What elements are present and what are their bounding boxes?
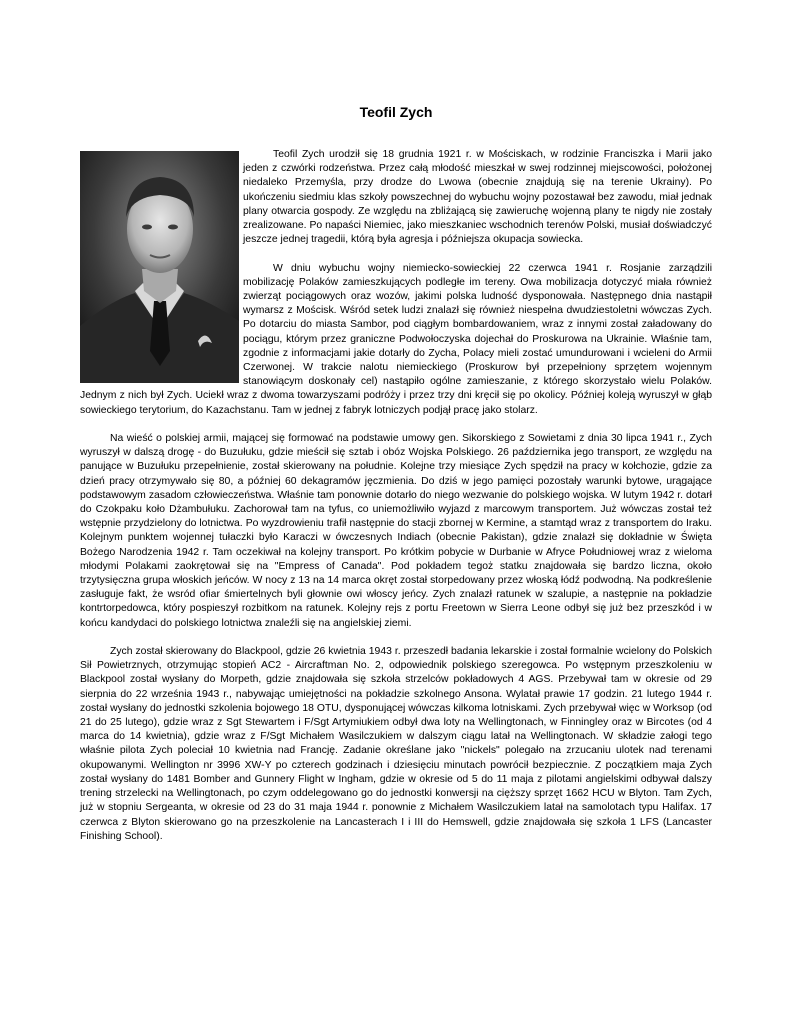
paragraph-1: Teofil Zych urodził się 18 grudnia 1921 r. w Mościskach, w rodzinie Franciszka i Marii jako jeden z czwórki rodzeństwa. Przez całą młodość mieszkał w swej rodzinnej miejscowości, położonej niedaleko Przemyśla, przy drodze do Lwowa (obecnie znajdują się na terenie Ukrainy). Po ukończeniu siedmiu klas szkoły powszechnej do wybuchu wojny pozostawał bez zawodu, miał jednak plany otwarcia gospody. Ze względu na zbliżającą się zawieruchę wojenną plany te nigdy nie zostały zrealizowane. Po napaści Niemiec, jako mieszkaniec wschodnich terenów Polski, musiał doświadczyć jeszcze jednej tragedii, którą była agresja i późniejsza okupacja sowiecka. [243,149,712,246]
article-body [80,148,712,858]
paragraph-2: W dniu wybuchu wojny niemiecko-sowieckiej 22 czerwca 1941 r. Rosjanie zarządzili mobilizację Polaków zamieszkujących podległe im tereny. Owa mobilizacja dotyczyć miała również zwierząt pociągowych oraz wozów, jakimi polska ludność dysponowała. Następnego dnia nastąpił wymarsz z Mościsk. Wśród setek ludzi znalazł się również niespełna dwudziestoletni wówczas Zych. Po dotarciu do miasta Sambor, pod ciągłym bombardowaniem, wraz z innymi został załadowany do pociągu, którym przez graniczne Podwołoczyska dojechał do Proskurowa na Ukrainie. Właśnie tam, zgodnie z informacjami jakie dotarły do Zycha, Polacy mieli zostać umundurowani i wcieleni do Armii Czerwonej. W trakcie nalotu niemieckiego (Proskurow był przepełniony sprzętem wojennym stanowiącym doskonały cel) nastąpiło ogólne zamieszanie, z którego skorzystało wielu Polaków. Jednym z nich był Zych. Uciekł wraz z dwoma towarzyszami podróży i przez trzy dni kręcił się po okolicy. Później koleją wyruszył w głąb sowieckiego terytorium, do Kazachstanu. Tam w jednej z fabryk lotniczych podjął pracę jako stolarz. [80,262,712,416]
paragraph-3: Na wieść o polskiej armii, mającej się formować na podstawie umowy gen. Sikorskiego z Sowietami z dnia 30 lipca 1941 r., Zych wyruszył w dalszą drogę - do Buzułuku, gdzie mieścił się sztab i obóz Wojska Polskiego. 26 października jego transport, ze względu na panujące w Buzułuku przepełnienie, został skierowany na południe. Kolejne trzy miesiące Zych spędził na pracy w kołchozie, gdzie za dzień pracy otrzymywało się 80, a później 60 dekagramów jęczmienia. Do dziś w jego pamięci pozostały warunki bytowe, urągające podstawowym zasadom człowieczeństwa. Właśnie tam ponownie dotarło do niego wezwanie do polskiego wojska. W lutym 1942 r. dotarł do Czokpaku koło Dżambułuku. Zachorował tam na tyfus, co uniemożliwiło wyjazd z marcowym transportem. Już wówczas został też wstępnie przydzielony do lotnictwa. Po wyzdrowieniu trafił następnie do stacji zbornej w Kermine, a stamtąd wraz z transportem do Iraku. Kolejnym punktem wojennej tułaczki było Karaczi w ówczesnych Indiach (obecnie Pakistan), gdzie znalazł się dokładnie w Święta Bożego Narodzenia 1942 r. Tam oczekiwał na kolejny transport. Po krótkim pobycie w Durbanie w Afryce Południowej wraz z wieloma młodymi Polakami zaokrętował się na "Empress of Canada". Pod pokładem tegoż statku znajdowała się bardzo liczna, około trzytysięczna grupa włoskich jeńców. W nocy z 13 na 14 marca okręt został storpedowany przez włoską łódź podwodną. Na podkreślenie zasługuje fakt, że wsród ofiar śmiertelnych byli głownie owi włoscy jeńcy. Zych znalazł ratunek w szalupie, a następnie na pokładzie kontrtorpedowca, który pospieszył rozbitkom na ratunek. Kolejny rejs z portu Freetown w Sierra Leone odbył się już bez przeszkód i w końcu kandydaci do polskiego lotnictwa znaleźli się na angielskiej ziemi. [80,433,712,629]
document-title: Teofil Zych [359,104,433,120]
paragraph-4: Zych został skierowany do Blackpool, gdzie 26 kwietnia 1943 r. przeszedł badania lekarskie i został formalnie wcielony do Polskich Sił Powietrznych, otrzymując stopień AC2 - Aircraftman No. 2, odpowiednik polskiego szeregowca. Po wstępnym przeszkoleniu w Blackpool został wysłany do Morpeth, gdzie znajdowała się szkoła strzelców pokładowych 4 AGS. Przebywał tam w okresie od 29 sierpnia do 22 września 1943 r., nabywając umiejętności na pokładzie szkolnego Ansona. Wylatał prawie 17 godzin. 21 lutego 1944 r. został wysłany do jednostki szkolenia bojowego 18 OTU, dysponującej wówczas kilkoma lotniskami. Zych przebywał więc w Worksop (od 21 do 25 lutego), gdzie wraz z Sgt Stewartem i F/Sgt Artymiukiem odbył dwa loty na Wellingtonach, w Finningley oraz w Bircotes (od 4 marca do 14 kwietnia), gdzie wraz z F/Sgt Michałem Wasilczukiem w dalszym ciągu latał na Wellingtonach. W składzie załogi tego właśnie pilota Zych poleciał 10 kwietnia nad Francję. Zadanie określane jako "nickels" polegało na zrzucaniu ulotek nad terenami okupowanymi. Wellington nr 3996 XW-Y po czterech godzinach i dziesięciu minutach powrócił bezpiecznie. Z początkiem maja Zych został wysłany do 1481 Bomber and Gunnery Flight w Ingham, gdzie w okresie od 5 do 11 maja z pilotami angielskimi odbywał dalszy trening strzelecki na Wellingtonach, po czym oddelegowano go do jednostki konwersji na cięższy sprzęt 1662 HCU w Blyton. Tam Zych, już w stopniu Sergeanta, w okresie od 23 do 31 maja 1944 r. ponownie z Michałem Wasilczukiem latał na samolotach typu Halifax. 17 czerwca z Blyton skierowano go na przeszkolenie na Lancasterach I i III do Hemswell, gdzie znajdowała się szkoła 1 LFS (Lancaster Finishing School). [80,646,712,842]
